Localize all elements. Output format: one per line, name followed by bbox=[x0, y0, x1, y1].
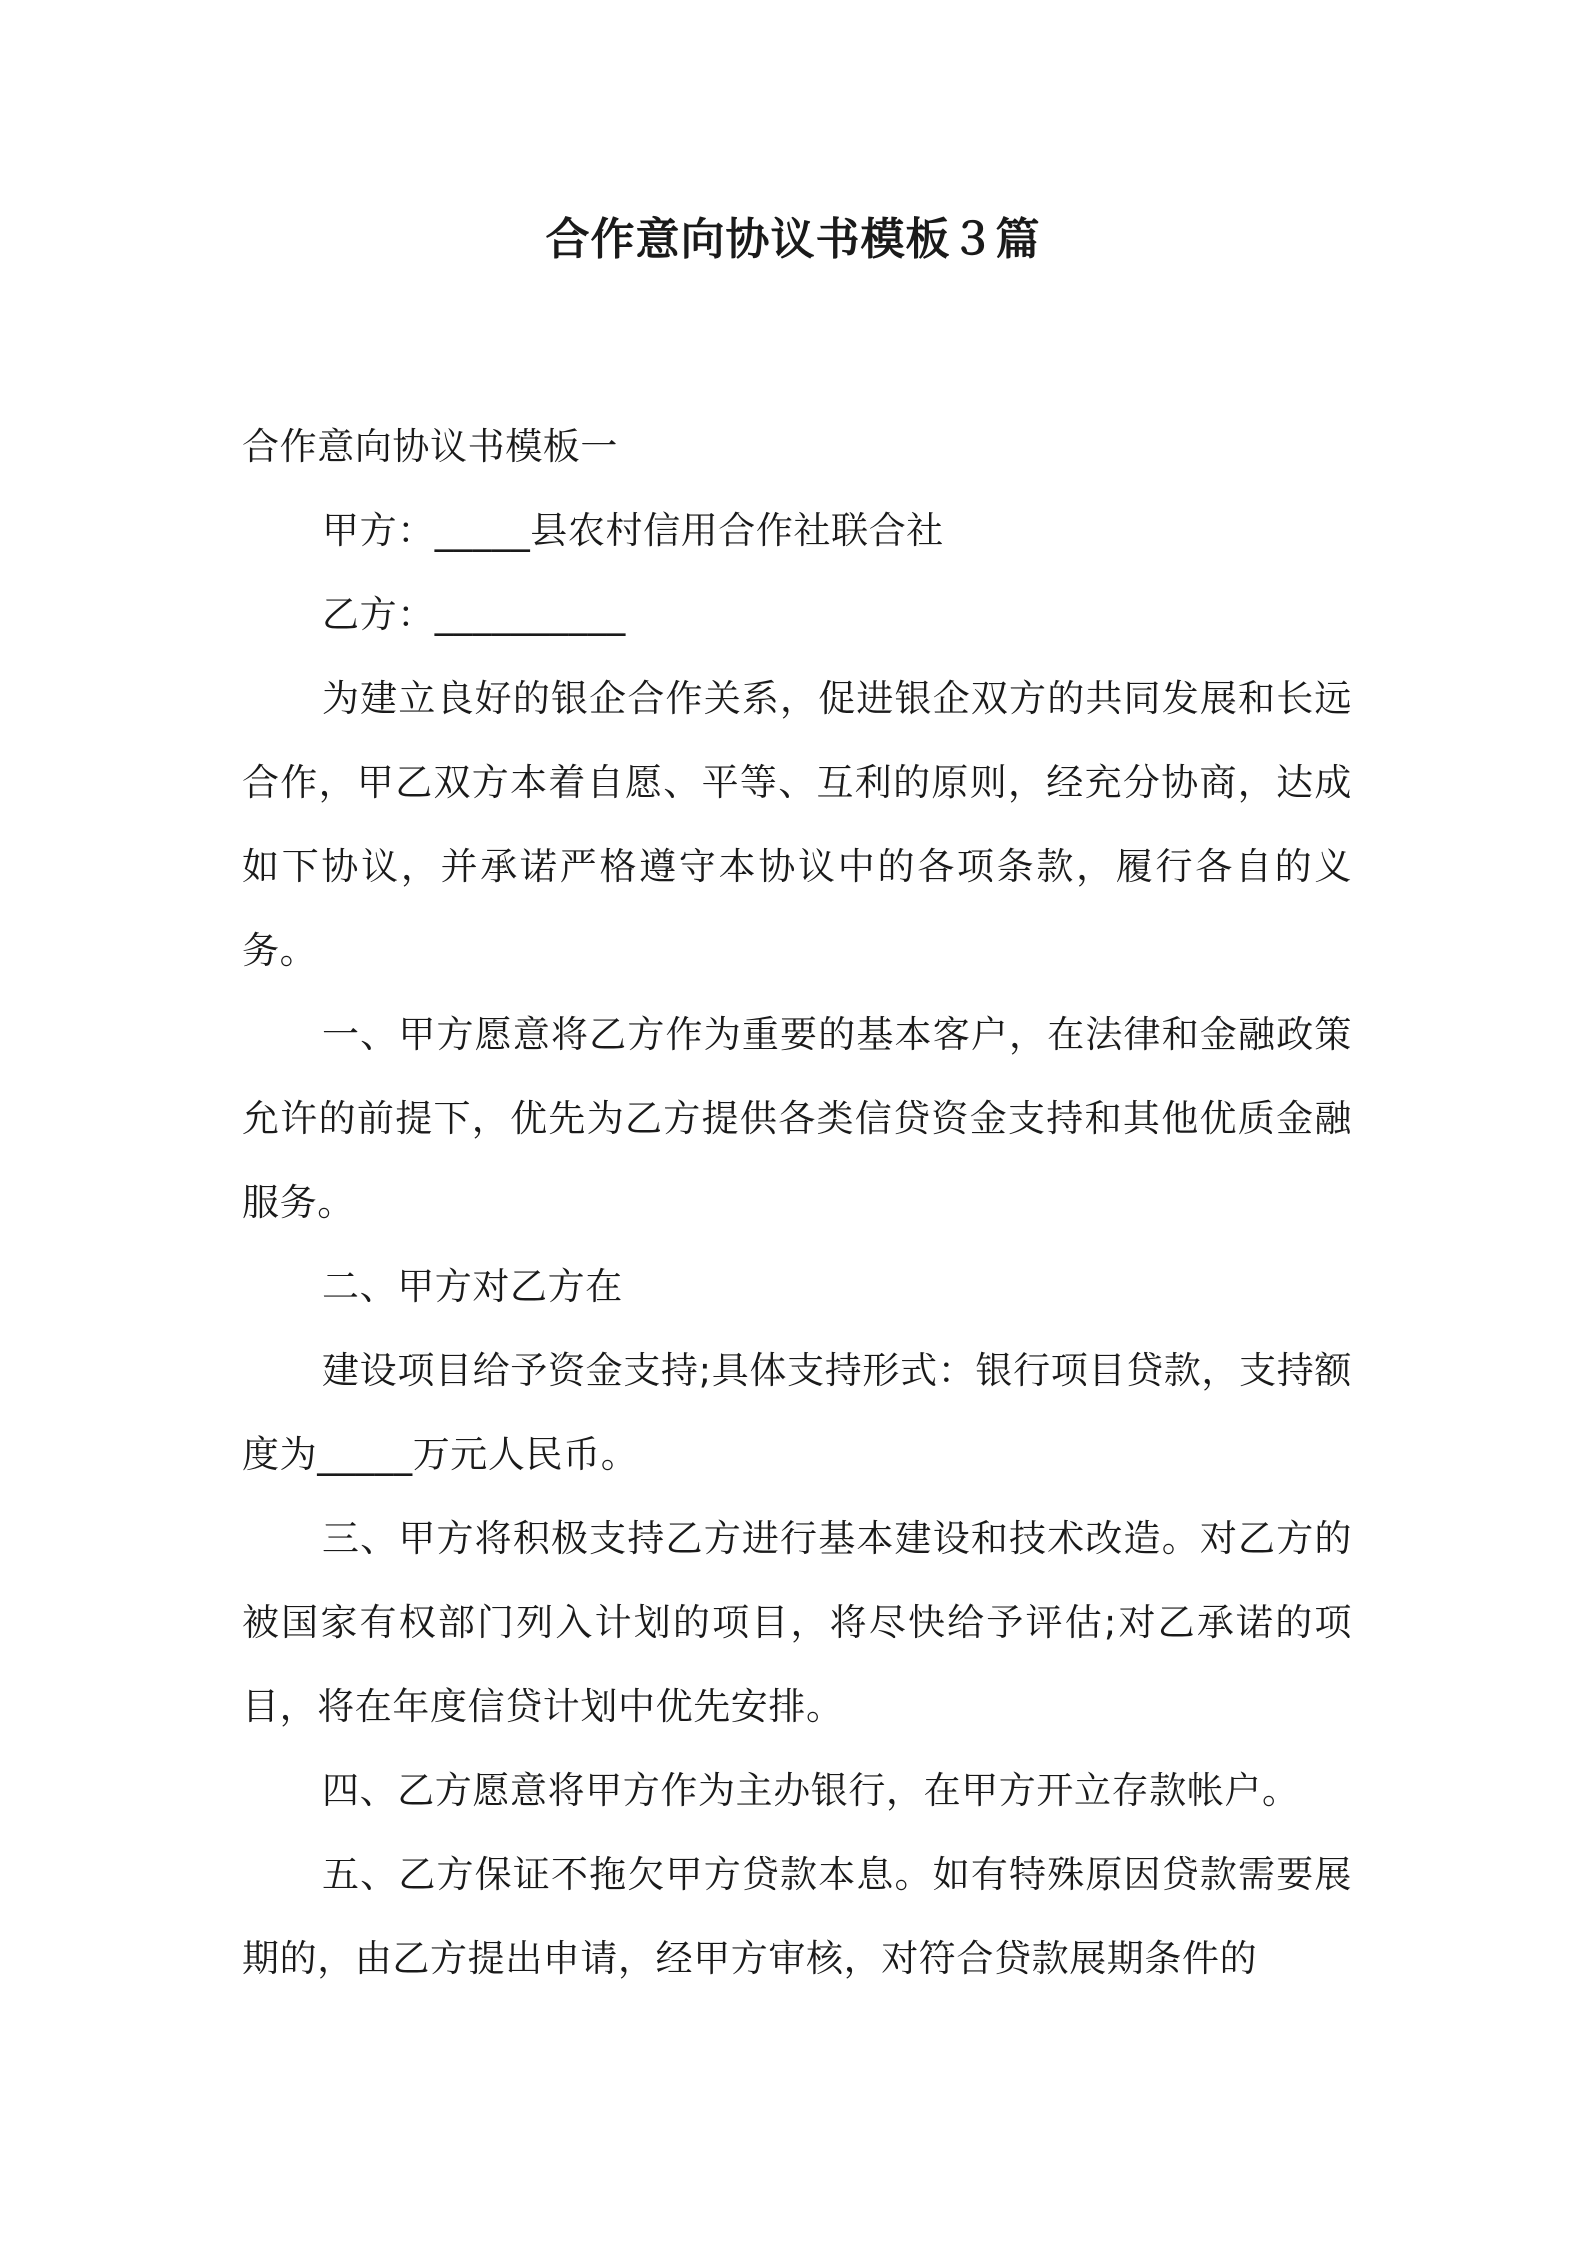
clause-3-paragraph: 三、甲方将积极支持乙方进行基本建设和技术改造。对乙方的被国家有权部门列入计划的项目，将尽快给予评估;对乙承诺的项目，将在年度信贷计划中优先安排。 bbox=[242, 1517, 1352, 1728]
section-heading: 合作意向协议书模板一 bbox=[242, 425, 618, 468]
document-title: 合作意向协议书模板３篇 bbox=[545, 214, 1041, 265]
clause-2-paragraph: 二、甲方对乙方在 bbox=[322, 1265, 623, 1308]
clause-4-paragraph: 四、乙方愿意将甲方作为主办银行，在甲方开立存款帐户。 bbox=[322, 1769, 1300, 1812]
party-a-line: 甲方：_____县农村信用合作社联合社 bbox=[322, 509, 944, 552]
document-body bbox=[242, 405, 1352, 2001]
clause-1-paragraph: 一、甲方愿意将乙方作为重要的基本客户，在法律和金融政策允许的前提下，优先为乙方提供各类信贷资金支持和其他优质金融服务。 bbox=[242, 1013, 1352, 1224]
preamble-paragraph: 为建立良好的银企合作关系，促进银企双方的共同发展和长远合作，甲乙双方本着自愿、平等、互利的原则，经充分协商，达成如下协议，并承诺严格遵守本协议中的各项条款，履行各自的义务。 bbox=[242, 677, 1352, 972]
clause-5-paragraph: 五、乙方保证不拖欠甲方贷款本息。如有特殊原因贷款需要展期的，由乙方提出申请，经甲方审核，对符合贷款展期条件的 bbox=[242, 1853, 1352, 1980]
party-b-line: 乙方：__________ bbox=[322, 593, 626, 636]
clause-2-continuation: 建设项目给予资金支持;具体支持形式：银行项目贷款，支持额度为_____万元人民币。 bbox=[242, 1349, 1352, 1476]
